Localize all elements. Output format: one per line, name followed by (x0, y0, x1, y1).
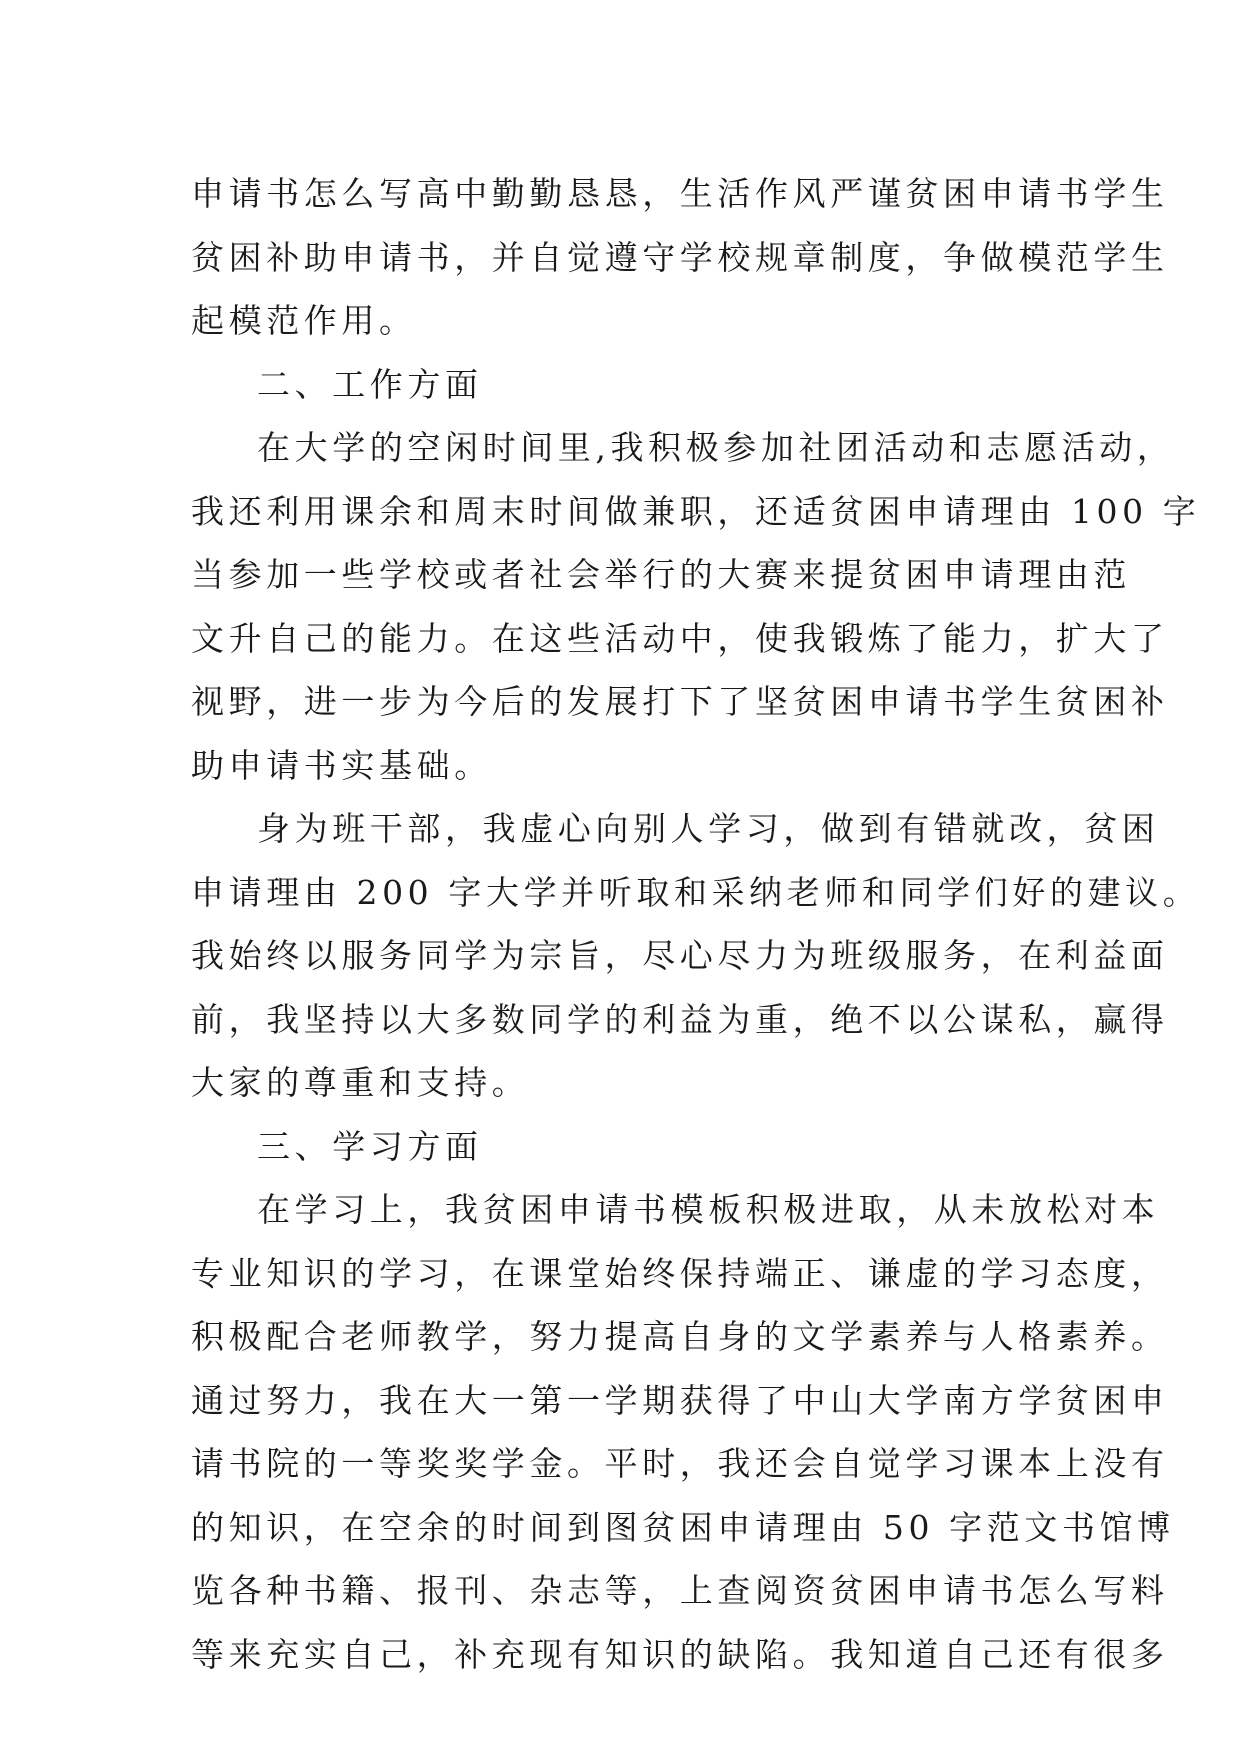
text-line: 前，我坚持以大多数同学的利益为重，绝不以公谋私，赢得 (191, 999, 1169, 1039)
text-line: 请书院的一等奖奖学金。平时，我还会自觉学习课本上没有 (191, 1444, 1169, 1483)
text-line: 助申请书实基础。 (191, 745, 492, 785)
text-line: 当参加一些学校或者社会举行的大赛来提贫困申请理由范 (191, 555, 1131, 594)
text-line: 的知识，在空余的时间到图贫困申请理由 50 字范文书馆博 (191, 1507, 1175, 1547)
text-line: 贫困补助申请书，并自觉遵守学校规章制度，争做模范学生 (191, 237, 1169, 277)
text-line: 视野，进一步为今后的发展打下了坚贫困申请书学生贫困补 (191, 682, 1169, 721)
text-line: 在学习上，我贫困申请书模板积极进取，从未放松对本 (257, 1190, 1160, 1229)
text-line: 身为班干部，我虚心向别人学习，做到有错就改，贫困 (257, 809, 1160, 848)
section-heading: 二、工作方面 (257, 364, 483, 404)
text-line: 等来充实自己，补充现有知识的缺陷。我知道自己还有很多 (191, 1634, 1169, 1674)
text-line: 通过努力，我在大一第一学期获得了中山大学南方学贫困申 (191, 1380, 1169, 1420)
text-line: 在大学的空闲时间里,我积极参加社团活动和志愿活动， (257, 428, 1175, 467)
text-line: 积极配合老师教学，努力提高自身的文学素养与人格素养。 (191, 1317, 1169, 1356)
body-text (191, 162, 1201, 1686)
section-heading: 三、学习方面 (257, 1126, 483, 1166)
text-line: 大家的尊重和支持。 (191, 1063, 530, 1102)
text-line: 我始终以服务同学为宗旨，尽心尽力为班级服务，在利益面 (191, 936, 1169, 975)
text-line: 申请理由 200 字大学并听取和采纳老师和同学们好的建议。 (191, 872, 1201, 912)
text-line: 起模范作用。 (191, 301, 417, 340)
text-line: 我还利用课余和周末时间做兼职，还适贫困申请理由 100 字 (191, 491, 1201, 531)
text-line: 申请书怎么写高中勤勤恳恳，生活作风严谨贫困申请书学生 (191, 174, 1169, 213)
text-line: 览各种书籍、报刊、杂志等，上查阅资贫困申请书怎么写料 (191, 1571, 1169, 1610)
text-line: 专业知识的学习，在课堂始终保持端正、谦虚的学习态度， (191, 1253, 1169, 1293)
text-line: 文升自己的能力。在这些活动中，使我锻炼了能力，扩大了 (191, 618, 1169, 658)
